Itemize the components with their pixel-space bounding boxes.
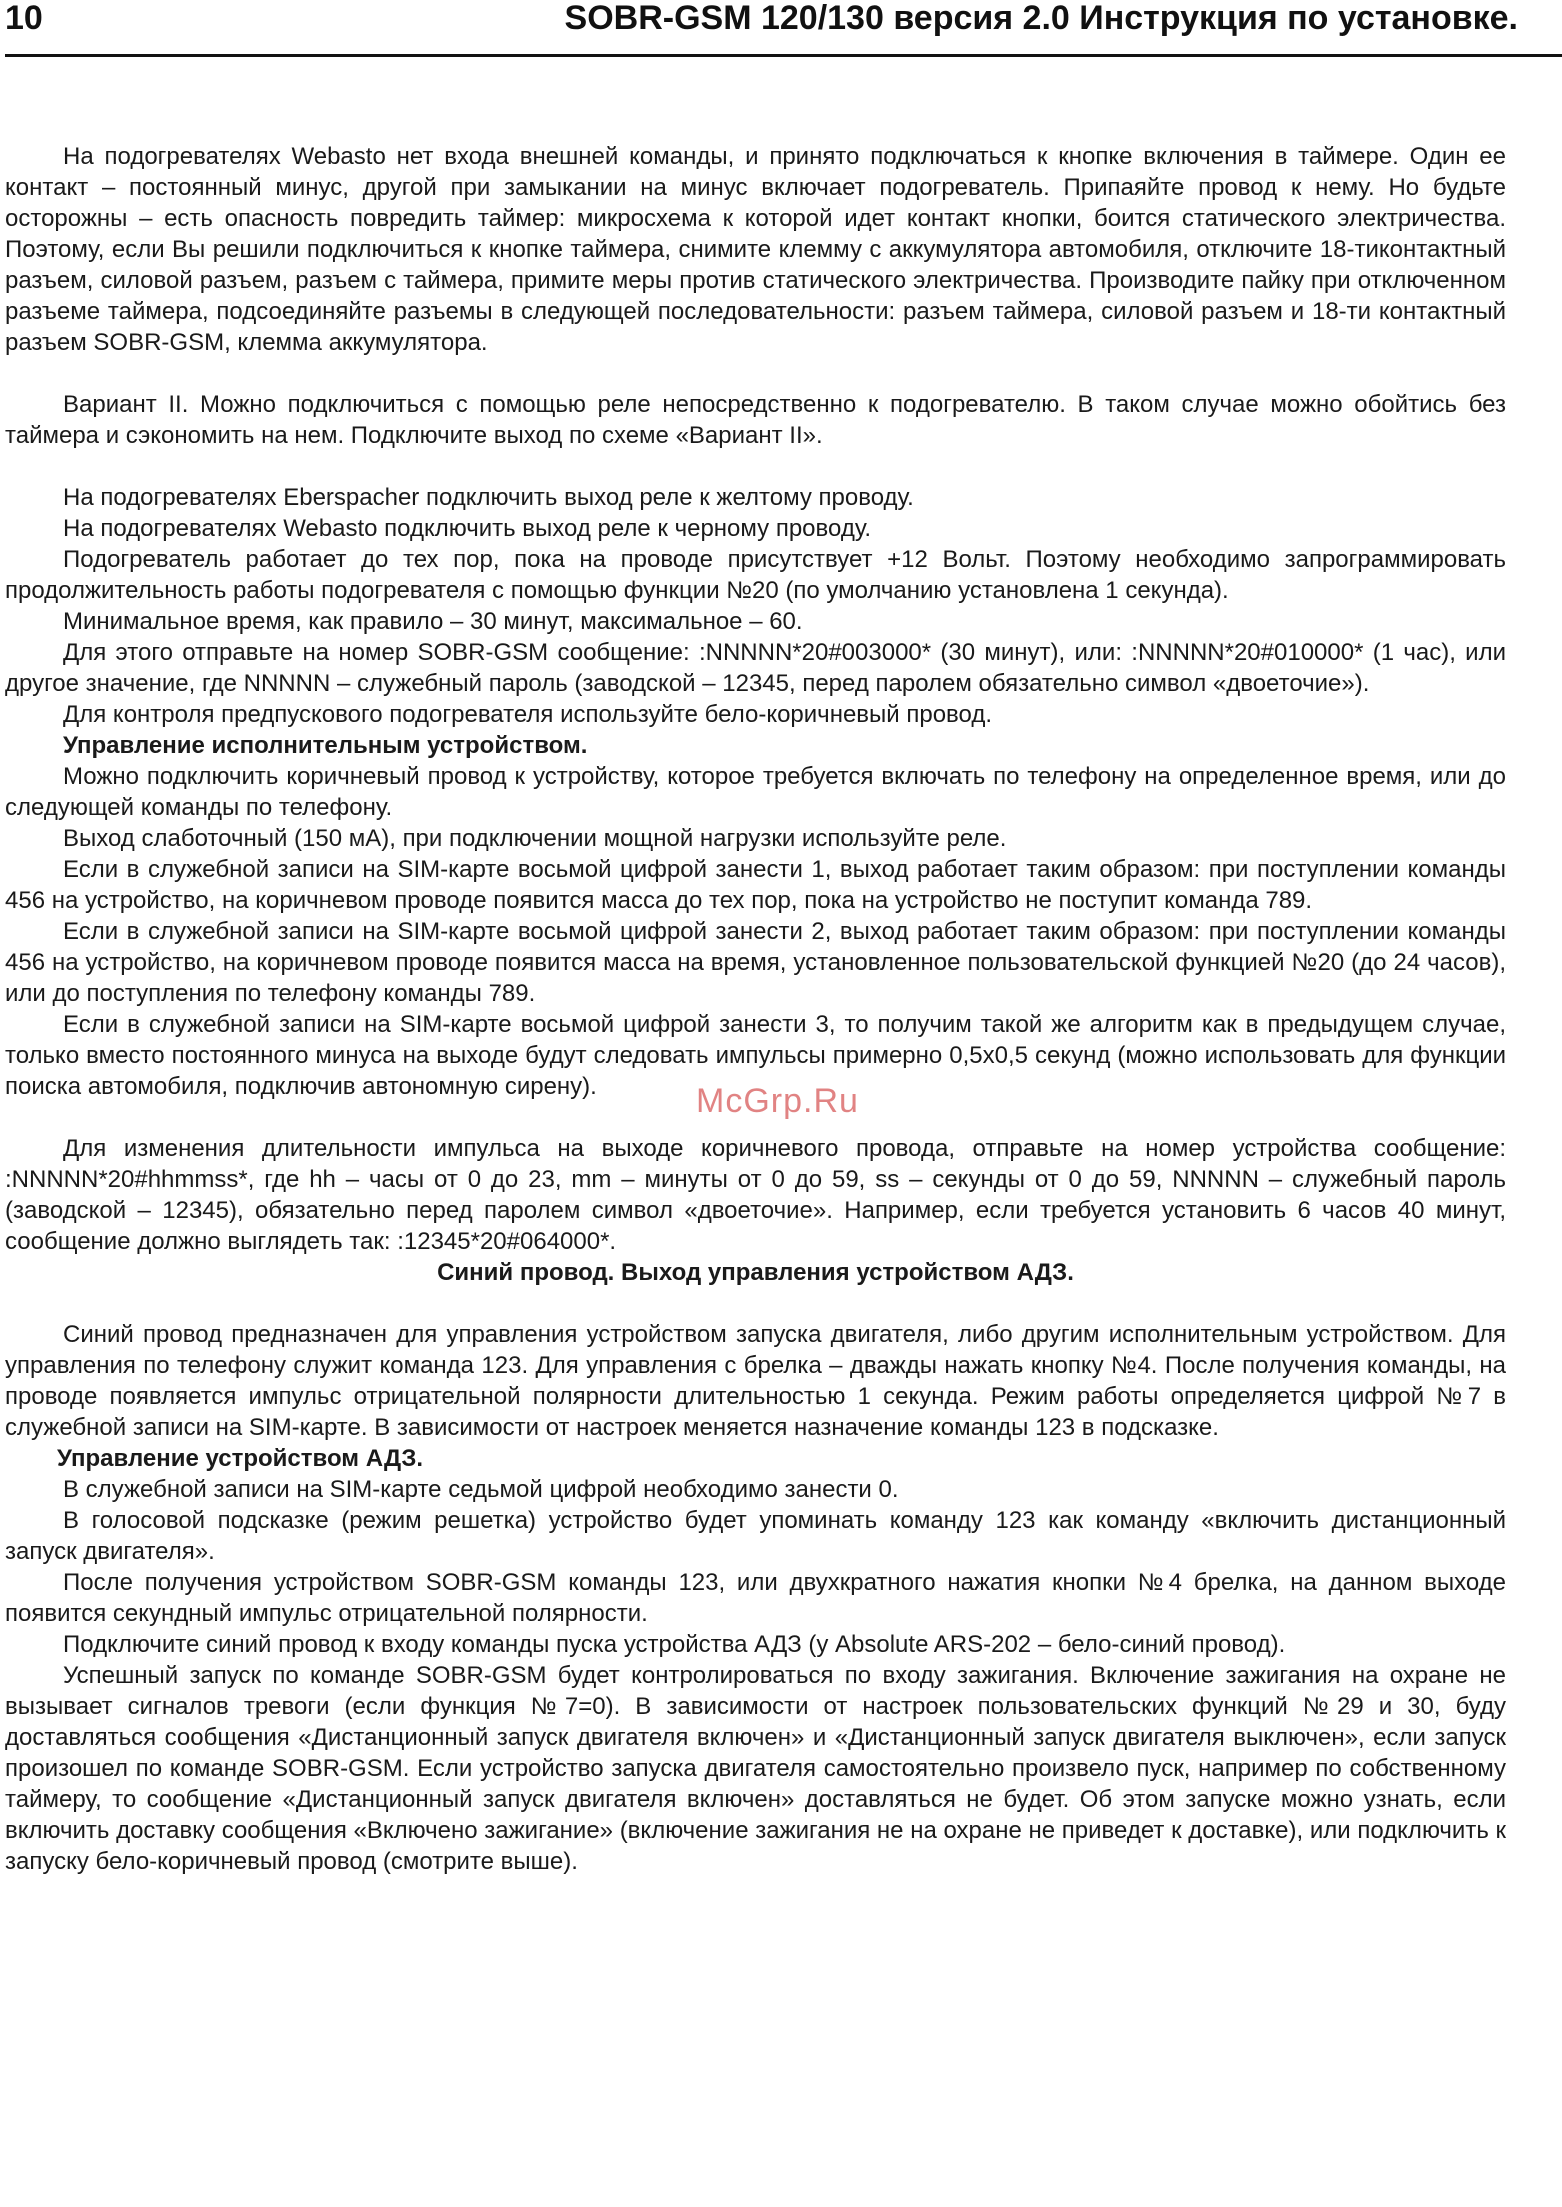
running-title: SOBR-GSM 120/130 версия 2.0 Инструкция по установке. <box>564 0 1518 37</box>
page-number: 10 <box>5 0 43 37</box>
paragraph-webasto-timer: На подогревателях Webasto нет входа внешней команды, и принято подключаться к кнопке включения в таймере. Один ее контакт – постоянный минус, другой при замыкании на минус включает подогреватель. Припаяйте провод к нему. Но будьте осторожны – есть опасность повредить таймер: микросхема к которой идет контакт кнопки, боится статического электричества. Поэтому, если Вы решили подключиться к кнопке таймера, снимите клемму с аккумулятора автомобиля, отключите 18-тиконтактный разъем, силовой разъем, разъем с таймера, примите меры против статического электричества. Производите пайку при отключенном разъеме таймера, подсоединяйте разъемы в следующей последовательности: разъем таймера, силовой разъем и 18-ти контактный разъем SOBR-GSM, клемма аккумулятора. <box>5 143 1506 356</box>
section-heading-blue-wire: Синий провод. Выход управления устройством АДЗ. <box>437 1259 1074 1286</box>
paragraph-voice-prompt: В голосовой подсказке (режим решетка) устройство будет упоминать команду 123 как команду «включить дистанционный запуск двигателя». <box>5 1507 1506 1565</box>
paragraph-blue-wire: Синий провод предназначен для управления устройством запуска двигателя, либо другим исполнительным устройством. Для управления по телефону служит команда 123. Для управления с брелка – дважды нажать кнопку №4. После получения команды, на проводе появляется импульс отрицательной полярности длительностью 1 секунда. Режим работы определяется цифрой №7 в служебной записи на SIM-карте. В зависимости от настроек меняется назначение команды 123 в подсказке. <box>5 1321 1506 1441</box>
paragraph-heater-duration: Подогреватель работает до тех пор, пока на проводе присутствует +12 Вольт. Поэтому необходимо запрограммировать продолжительность работы подогревателя с помощью функции №20 (по умолчанию установлена 1 секунда). <box>5 546 1506 604</box>
paragraph-variant-2: Вариант II. Можно подключиться с помощью реле непосредственно к подогревателю. В таком случае можно обойтись без таймера и сэкономить на нем. Подключите выход по схеме «Вариант II». <box>5 391 1506 449</box>
watermark: McGrp.Ru <box>696 1082 859 1120</box>
paragraph-sms-command: Для этого отправьте на номер SOBR-GSM сообщение: :NNNNN*20#003000* (30 минут), или: :NNNNN*20#010000* (1 час), или другое значение, где NNNNN – служебный пароль (заводской – 12345, перед паролем обязательно символ «двоеточие»). <box>5 639 1506 697</box>
paragraph-mode-2: Если в служебной записи на SIM-карте восьмой цифрой занести 2, выход работает таким образом: при поступлении команды 456 на устройство, на коричневом проводе появится масса на время, установленное пользовательской функцией №20 (до 24 часов), или до поступления по телефону команды 789. <box>5 918 1506 1007</box>
paragraph-command-123: После получения устройством SOBR-GSM команды 123, или двухкратного нажатия кнопки №4 брелка, на данном выходе появится секундный импульс отрицательной полярности. <box>5 1569 1506 1627</box>
paragraph-start-control: Успешный запуск по команде SOBR-GSM будет контролироваться по входу зажигания. Включение зажигания на охране не вызывает сигналов тревоги (если функция №7=0). В зависимости от настроек пользовательских функций №29 и 30, буду доставляться сообщения «Дистанционный запуск двигателя включен» и «Дистанционный запуск двигателя выключен», если запуск произошел по команде SOBR-GSM. Если устройство запуска двигателя самостоятельно произвело пуск, например по собственному таймеру, то сообщение «Дистанционный запуск двигателя включен» доставляться не будет. Об этом запуске можно узнать, если включить доставку сообщения «Включено зажигание» (включение зажигания не на охране не приведет к доставке), или подключить к запуску бело-коричневый провод (смотрите выше). <box>5 1662 1506 1875</box>
paragraph-webasto-relay: На подогревателях Webasto подключить выход реле к черному проводу. <box>63 515 872 542</box>
paragraph-sim-digit-7: В служебной записи на SIM-карте седьмой цифрой необходимо занести 0. <box>63 1476 899 1503</box>
paragraph-mode-3: Если в служебной записи на SIM-карте восьмой цифрой занести 3, то получим такой же алгоритм как в предыдущем случае, только вместо постоянного минуса на выходе будут следовать импульсы примерно 0,5х0,5 секунд (можно использовать для функции поиска автомобиля, подключив автономную сирену). <box>5 1011 1506 1100</box>
paragraph-pulse-duration: Для изменения длительности импульса на выходе коричневого провода, отправьте на номер устройства сообщение: :NNNNN*20#hhmmss*, где hh – часы от 0 до 23, mm – минуты от 0 до 59, ss – секунды от 0 до 59, NNNNN – служебный пароль (заводской – 12345), обязательно перед паролем символ «двоеточие». Например, если требуется установить 6 часов 40 минут, сообщение должно выглядеть так: :12345*20#064000*. <box>5 1135 1506 1255</box>
paragraph-heater-control: Для контроля предпускового подогревателя используйте бело-коричневый провод. <box>63 701 993 728</box>
paragraph-min-max-time: Минимальное время, как правило – 30 минут, максимальное – 60. <box>63 608 803 635</box>
paragraph-low-current: Выход слаботочный (150 мА), при подключении мощной нагрузки используйте реле. <box>63 825 1007 852</box>
page-header <box>5 0 1562 52</box>
paragraph-mode-1: Если в служебной записи на SIM-карте восьмой цифрой занести 1, выход работает таким образом: при поступлении команды 456 на устройство, на коричневом проводе появится масса до тех пор, пока на устройство не поступит команда 789. <box>5 856 1506 914</box>
section-heading-adz-control: Управление устройством АДЗ. <box>57 1445 424 1472</box>
section-heading-actuator: Управление исполнительным устройством. <box>63 732 588 759</box>
header-rule <box>5 54 1562 57</box>
paragraph-brown-wire: Можно подключить коричневый провод к устройству, которое требуется включать по телефону на определенное время, или до следующей команды по телефону. <box>5 763 1506 821</box>
page-body <box>5 141 1506 1877</box>
paragraph-connect-blue: Подключите синий провод к входу команды пуска устройства АДЗ (у Absolute ARS-202 – бело-синий провод). <box>63 1631 1286 1658</box>
paragraph-eberspacher: На подогревателях Eberspacher подключить выход реле к желтому проводу. <box>63 484 914 511</box>
